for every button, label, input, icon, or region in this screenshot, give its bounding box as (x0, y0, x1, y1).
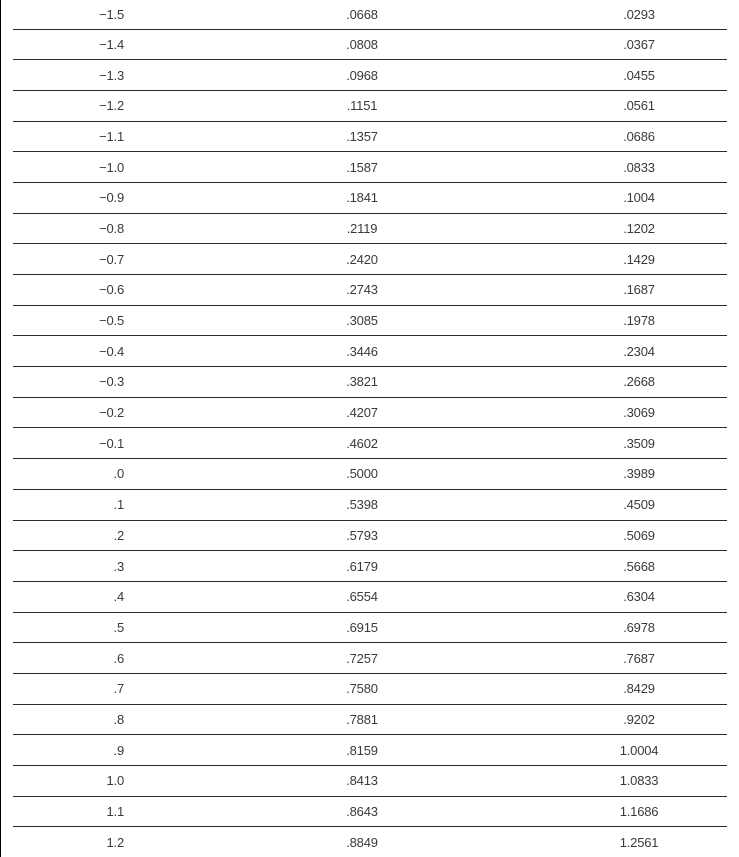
z-value-cell: 1.2 (106, 834, 124, 850)
table-row (13, 367, 727, 398)
table-row (13, 60, 727, 91)
table-row (13, 704, 727, 735)
probability-cell: .6554 (213, 581, 479, 612)
probability-cell: .0968 (213, 60, 479, 91)
probability-cell: .0808 (213, 29, 479, 60)
z-value-cell: .0 (13, 459, 213, 490)
ordinate-cell: .2304 (479, 336, 727, 367)
table-row (13, 796, 727, 827)
table-row (13, 735, 727, 766)
ordinate-cell: .1202 (479, 213, 727, 244)
ordinate-cell: .8429 (479, 673, 727, 704)
z-value-cell: −0.5 (13, 305, 213, 336)
table-row (13, 244, 727, 275)
z-value-cell: −0.8 (13, 213, 213, 244)
ordinate-cell: 1.0833 (479, 766, 727, 797)
ordinate-cell: .1004 (479, 182, 727, 213)
ordinate-cell: .0293 (479, 0, 727, 29)
table-row (13, 213, 727, 244)
probability-cell: .8159 (213, 735, 479, 766)
ordinate-cell: .3989 (479, 459, 727, 490)
ordinate-cell: .6304 (479, 581, 727, 612)
ordinate-cell: .4509 (479, 489, 727, 520)
table-row (13, 305, 727, 336)
z-value-cell: 1.1 (13, 796, 213, 827)
probability-cell: .2743 (213, 275, 479, 306)
table-row (13, 489, 727, 520)
probability-cell: .5000 (213, 459, 479, 490)
probability-cell: .1587 (213, 152, 479, 183)
z-value-cell: −0.1 (13, 428, 213, 459)
table-body (13, 0, 727, 857)
table-row (13, 182, 727, 213)
probability-cell: .3446 (213, 336, 479, 367)
z-value-cell: .7 (13, 673, 213, 704)
table-row (13, 0, 727, 29)
z-value-cell: −0.6 (13, 275, 213, 306)
ordinate-cell: .7687 (479, 643, 727, 674)
ordinate-cell: .0367 (479, 29, 727, 60)
probability-cell: .7580 (213, 673, 479, 704)
table-row (13, 581, 727, 612)
ordinate-cell: .0686 (479, 121, 727, 152)
z-value-cell: −1.0 (13, 152, 213, 183)
ordinate-cell: .1978 (479, 305, 727, 336)
table-row (13, 121, 727, 152)
ordinate-cell: .1429 (479, 244, 727, 275)
z-value-cell: −0.9 (13, 182, 213, 213)
z-value-cell: −0.4 (13, 336, 213, 367)
table-row (13, 428, 727, 459)
table-row (13, 397, 727, 428)
probability-cell: .5793 (213, 520, 479, 551)
value-table (13, 0, 727, 857)
table-row (13, 673, 727, 704)
z-value-cell: −1.3 (13, 60, 213, 91)
probability-cell: .1841 (213, 182, 479, 213)
z-value-cell: −1.2 (13, 90, 213, 121)
z-value-cell: −0.3 (13, 367, 213, 398)
ordinate-cell: 1.2561 (619, 834, 659, 850)
probability-cell: .2119 (213, 213, 479, 244)
table-row (13, 643, 727, 674)
table-row (13, 29, 727, 60)
probability-cell: .3821 (213, 367, 479, 398)
z-value-cell: .1 (13, 489, 213, 520)
probability-cell: .5398 (213, 489, 479, 520)
probability-cell: .7257 (213, 643, 479, 674)
ordinate-cell: .6978 (479, 612, 727, 643)
z-value-cell: −1.1 (13, 121, 213, 152)
ordinate-cell: .3509 (479, 428, 727, 459)
z-value-cell: −0.2 (13, 397, 213, 428)
probability-cell: .8849 (346, 834, 378, 850)
probability-cell: .1151 (213, 90, 479, 121)
z-value-cell: .6 (13, 643, 213, 674)
probability-cell: .2420 (213, 244, 479, 275)
probability-cell: .1357 (213, 121, 479, 152)
z-value-cell: .3 (13, 551, 213, 582)
ordinate-cell: .1687 (479, 275, 727, 306)
probability-cell: .8643 (213, 796, 479, 827)
z-value-cell: −1.4 (13, 29, 213, 60)
probability-cell: .4207 (213, 397, 479, 428)
z-value-cell: .5 (13, 612, 213, 643)
z-value-cell: 1.0 (13, 766, 213, 797)
z-value-cell: −0.7 (13, 244, 213, 275)
table-row (13, 336, 727, 367)
z-value-cell: .8 (13, 704, 213, 735)
table-row (13, 612, 727, 643)
ordinate-cell: .5069 (479, 520, 727, 551)
table-row (13, 90, 727, 121)
table-row (13, 520, 727, 551)
ordinate-cell: 1.1686 (479, 796, 727, 827)
table-row (13, 766, 727, 797)
ordinate-cell: .5668 (479, 551, 727, 582)
probability-cell: .6179 (213, 551, 479, 582)
z-value-cell: .4 (13, 581, 213, 612)
probability-cell: .7881 (213, 704, 479, 735)
ordinate-cell: .0833 (479, 152, 727, 183)
z-value-cell: .2 (13, 520, 213, 551)
z-value-cell: −1.5 (13, 0, 213, 29)
table-row (13, 275, 727, 306)
probability-cell: .3085 (213, 305, 479, 336)
probability-cell: .4602 (213, 428, 479, 459)
table-row (13, 152, 727, 183)
probability-cell: .0668 (213, 0, 479, 29)
ordinate-cell: .9202 (479, 704, 727, 735)
table-row (13, 827, 727, 857)
probability-cell: .6915 (213, 612, 479, 643)
z-value-cell: .9 (13, 735, 213, 766)
table-row (13, 551, 727, 582)
probability-cell: .8413 (213, 766, 479, 797)
ordinate-cell: .0561 (479, 90, 727, 121)
ordinate-cell: 1.0004 (479, 735, 727, 766)
table-row (13, 459, 727, 490)
ordinate-cell: .0455 (479, 60, 727, 91)
ordinate-cell: .3069 (479, 397, 727, 428)
ordinate-cell: .2668 (479, 367, 727, 398)
